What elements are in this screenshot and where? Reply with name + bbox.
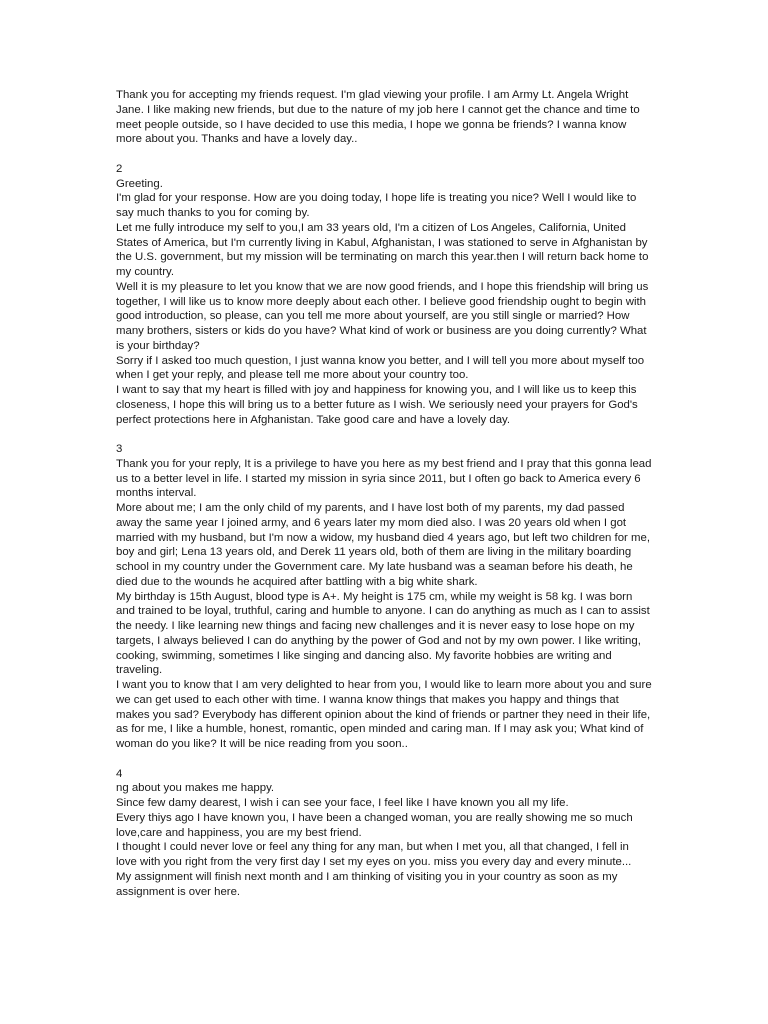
paragraph: Thank you for your reply, It is a privilege to have you here as my best friend and I pray that this gonna lead us to a better level in life. I started my mission in syria since 2011, but I often go back to America every 6 months interval.: [116, 457, 652, 500]
section-number: 2: [116, 162, 123, 175]
paragraph: ng about you makes me happy.: [116, 782, 275, 795]
paragraph: More about me; I am the only child of my parents, and I have lost both of my parents, my dad passed away the same year I joined army, and 6 years later my mom died also. I was 20 years old when I got married with my husband, but I'm now a widow, my husband died 4 years ago, but left two children for me, boy and girl; Lena 13 years old, and Derek 11 years old, both of them are living in the military boarding school in my country under the Government care. My late husband was a seaman before his death, he died due to the wounds he acquired after battling with a big white shark.: [116, 502, 651, 588]
paragraph: I want you to know that I am very delighted to hear from you, I would like to learn more about you and sure we can get used to each other with time. I wanna know things that makes you happy and things that makes you sad? Everybody has different opinion about the kind of friends or partner they need in their life, as for me, I like a humble, honest, romantic, open minded and caring man. If I may ask you; What kind of woman do you like? It will be nice reading from you soon..: [116, 679, 652, 750]
paragraph: My birthday is 15th August, blood type is A+. My height is 175 cm, while my weight is 58 kg. I was born and trained to be loyal, truthful, caring and humble to anyone. I can do anything as much as I can to assist the needy. I like learning new things and facing new challenges and it is never easy to lose hope on my targets, I always believed I can do anything by the power of God and not by my own power. I like writing, cooking, swimming, sometimes I like singing and dancing also. My favorite hobbies are writing and traveling.: [116, 590, 650, 677]
paragraph: I'm glad for your response. How are you doing today, I hope life is treating you nice? Well I would like to say much thanks to you for coming by.: [116, 192, 637, 219]
message-text: [116, 88, 652, 914]
section-number: 3: [116, 443, 123, 455]
paragraph: Thank you for accepting my friends request. I'm glad viewing your profile. I am Army Lt. Angela Wright Jane. I like making new friends, but due to the nature of my job here I cannot get the chance and time to meet people outside, so I have decided to use this media, I hope we gonna be friends? I wanna know more about you. Thanks and have a lovely day..: [116, 89, 640, 146]
message-section-1: [116, 88, 652, 147]
message-section-3: [116, 442, 652, 752]
paragraph: Greeting.: [116, 177, 163, 190]
message-section-4: [116, 767, 652, 900]
paragraph: Since few damy dearest, I wish i can see your face, I feel like I have known you all my life.: [116, 797, 569, 809]
section-number: 4: [116, 767, 123, 780]
paragraph: Well it is my pleasure to let you know that we are now good friends, and I hope this friendship will bring us together, I will like us to know more deeply about each other. I believe good friendship ought to begin with good introduction, so please, can you tell me more about yourself, are you still single or married? How many brothers, sisters or kids do you have? What kind of work or business are you doing currently? What is your birthday?: [116, 280, 649, 352]
paragraph: I thought I could never love or feel any thing for any man, but when I met you, all that changed, I fell in love with you right from the very first day I set my eyes on you. miss you every day and every minute...: [116, 841, 632, 868]
message-section-2: [116, 162, 652, 428]
paragraph: Sorry if I asked too much question, I just wanna know you better, and I will tell you more about myself too when I get your reply, and please tell me more about your country too.: [116, 354, 645, 382]
paragraph: My assignment will finish next month and I am thinking of visiting you in your country as soon as my assignment is over here.: [116, 870, 618, 898]
paragraph: Every thiys ago I have known you, I have been a changed woman, you are really showing me so much love,care and happiness, you are my best friend.: [116, 811, 633, 839]
paragraph: I want to say that my heart is filled with joy and happiness for knowing you, and I will like us to keep this closeness, I hope this will bring us to a better future as I wish. We seriously need your prayers for God's perfect protections here in Afghanistan. Take good care and have a lovely day.: [116, 384, 638, 426]
paragraph: Let me fully introduce my self to you,I am 33 years old, I'm a citizen of Los Angeles, California, United States of America, but I'm currently living in Kabul, Afghanistan, I was stationed to serve in Afghanistan by the U.S. government, but my mission will be terminating on march this year.then I will return back home to my country.: [116, 221, 649, 278]
